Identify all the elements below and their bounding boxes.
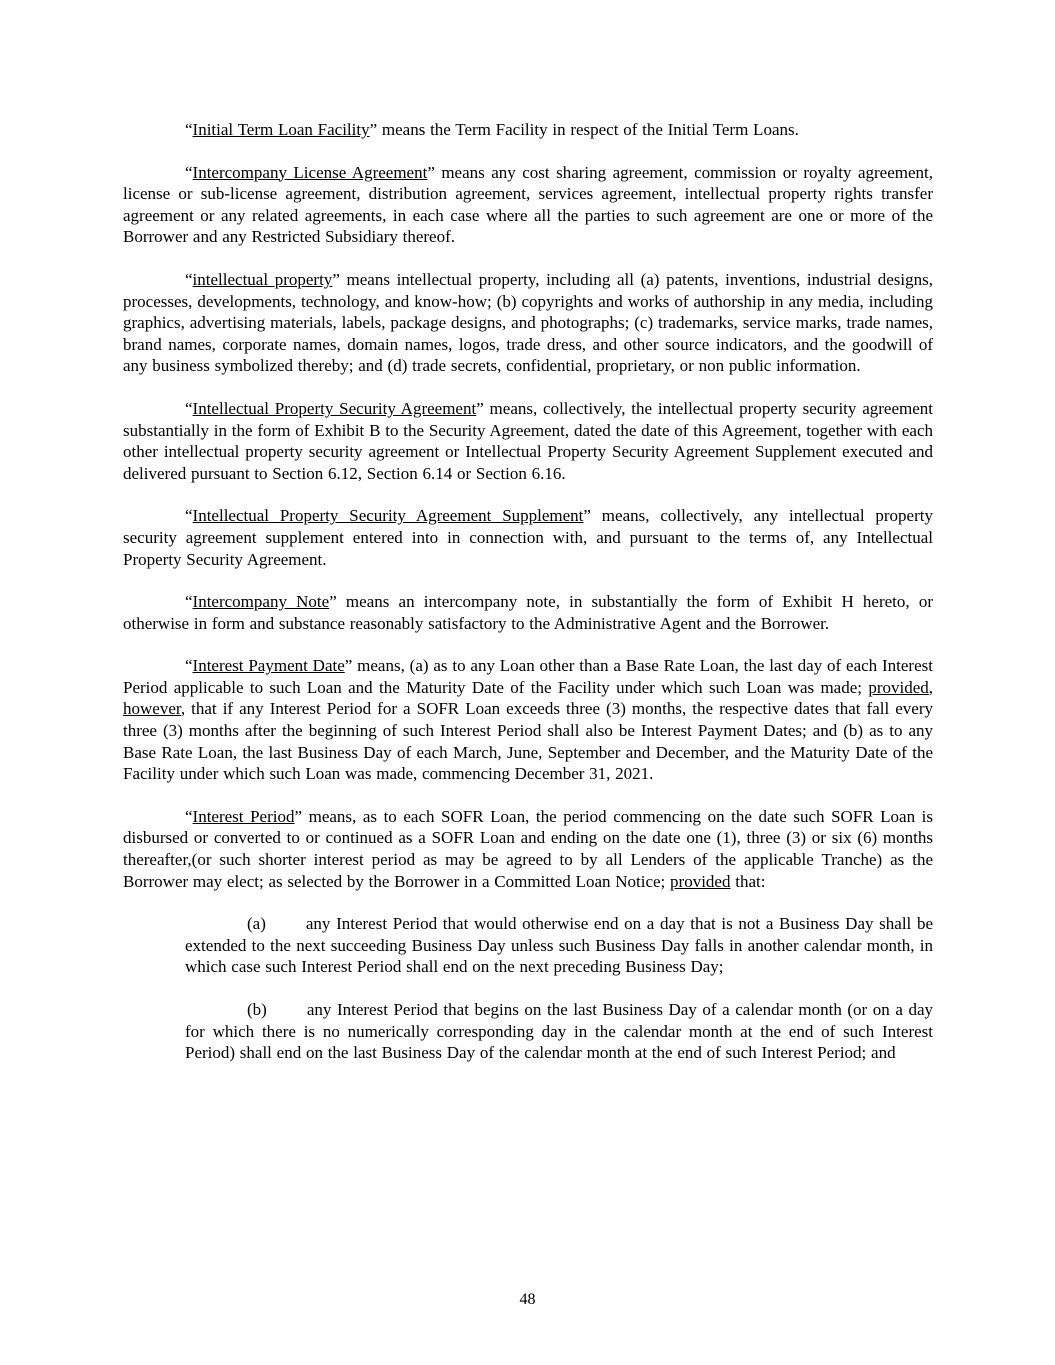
paragraph <box>123 119 933 141</box>
text-run: “ <box>185 506 193 526</box>
text-run: ” means any cost sharing agreement, commission or royalty agreement, license or sub-license agreement, distribution agreement, services agreement, intellectual property rights transfer agreement or any related agreements, in each case where all the parties to such agreement are one or more of the Borrower and any Restricted Subsidiary thereof. <box>123 162 933 247</box>
text-run: (a) <box>247 914 266 934</box>
text-run: “ <box>185 398 193 418</box>
text-run: ” means intellectual property, including all (a) patents, inventions, industrial designs, processes, developments, technology, and know-how; (b) copyrights and works of authorship in any media, including graphics, advertising materials, labels, package designs, and photographs; (c) trademarks, service marks, trade names, brand names, corporate names, domain names, logos, trade dress, and other source indicators, and the goodwill of any business symbolized thereby; and (d) trade secrets, confidential, proprietary, or non public information. <box>123 269 933 376</box>
text-run: any Interest Period that begins on the last Business Day of a calendar month (or on a day for which there is no numerically corresponding day in the calendar month at the end of such Interest Period) shall end on the last Business Day of the calendar month at the end of such Interest Period; and <box>185 1000 933 1063</box>
defined-term: Intercompany Note <box>192 592 330 612</box>
paragraph <box>123 806 933 892</box>
text-run: “ <box>185 656 193 676</box>
paragraph <box>123 162 933 248</box>
text-run: ” means, collectively, the intellectual property security agreement substantially in the form of Exhibit B to the Security Agreement, dated the date of this Agreement, together with each other intellectual property security agreement or Intellectual Property Security Agreement Supplement executed and delivered pursuant to Section 6.12, Section 6.14 or Section 6.16. <box>123 398 933 483</box>
text-run: ” means, (a) as to any Loan other than a Base Rate Loan, the last day of each Interest Period applicable to such Loan and the Maturity Date of the Facility under which such Loan was made; <box>123 656 933 697</box>
defined-term: provided <box>670 871 731 891</box>
page-number: 48 <box>519 1291 536 1308</box>
paragraph <box>123 591 933 634</box>
defined-term: Intellectual Property Security Agreement Supplement <box>192 506 584 526</box>
text-run: , that if any Interest Period for a SOFR Loan exceeds three (3) months, the respective dates that fall every three (3) months after the beginning of such Interest Period shall also be Interest Payment Dates; and (b) as to any Base Rate Loan, the last Business Day of each March, June, September and December, and the Maturity Date of the Facility under which such Loan was made, commencing December 31, 2021. <box>123 699 933 784</box>
text-run: “ <box>185 592 193 612</box>
sub-clause <box>185 913 933 978</box>
text-run: ” means, as to each SOFR Loan, the period commencing on the date such SOFR Loan is disbursed or converted to or continued as a SOFR Loan and ending on the date one (1), three (3) or six (6) months thereafter,(or such shorter interest period as may be agreed to by all Lenders of the applicable Tranche) as the Borrower may elect; as selected by the Borrower in a Committed Loan Notice; <box>123 806 934 891</box>
sub-clause <box>185 999 933 1064</box>
text-run: “ <box>185 806 193 826</box>
text-run: , <box>928 677 933 697</box>
defined-term: Intercompany License Agreement <box>192 162 428 182</box>
paragraph <box>123 655 933 785</box>
text-run: that: <box>730 871 766 891</box>
paragraph <box>123 505 933 570</box>
defined-term: provided <box>868 677 929 697</box>
defined-term: however <box>123 699 181 719</box>
paragraph <box>123 269 933 377</box>
text-run: “ <box>185 120 193 139</box>
paragraph <box>123 398 933 484</box>
text-run: ” means an intercompany note, in substantially the form of Exhibit H hereto, or otherwise in form and substance reasonably satisfactory to the Administrative Agent and the Borrower. <box>123 592 933 633</box>
text-run: ” means the Term Facility in respect of the Initial Term Loans. <box>369 120 799 139</box>
defined-term: Initial Term Loan Facility <box>192 120 370 139</box>
defined-term: intellectual property <box>192 269 333 289</box>
text-run: (b) <box>247 1000 267 1019</box>
defined-term: Interest Payment Date <box>192 656 345 676</box>
document-body <box>123 119 933 1064</box>
defined-term: Interest Period <box>192 806 295 826</box>
text-run: ” means, collectively, any intellectual property security agreement supplement entered into in connection with, and pursuant to the terms of, any Intellectual Property Security Agreement. <box>123 506 933 569</box>
text-run: “ <box>185 162 193 182</box>
defined-term: Intellectual Property Security Agreement <box>192 398 477 418</box>
text-run: any Interest Period that would otherwise end on a day that is not a Business Day shall be extended to the next succeeding Business Day unless such Business Day falls in another calendar month, in which case such Interest Period shall end on the next preceding Business Day; <box>185 914 933 977</box>
text-run: “ <box>185 269 193 289</box>
